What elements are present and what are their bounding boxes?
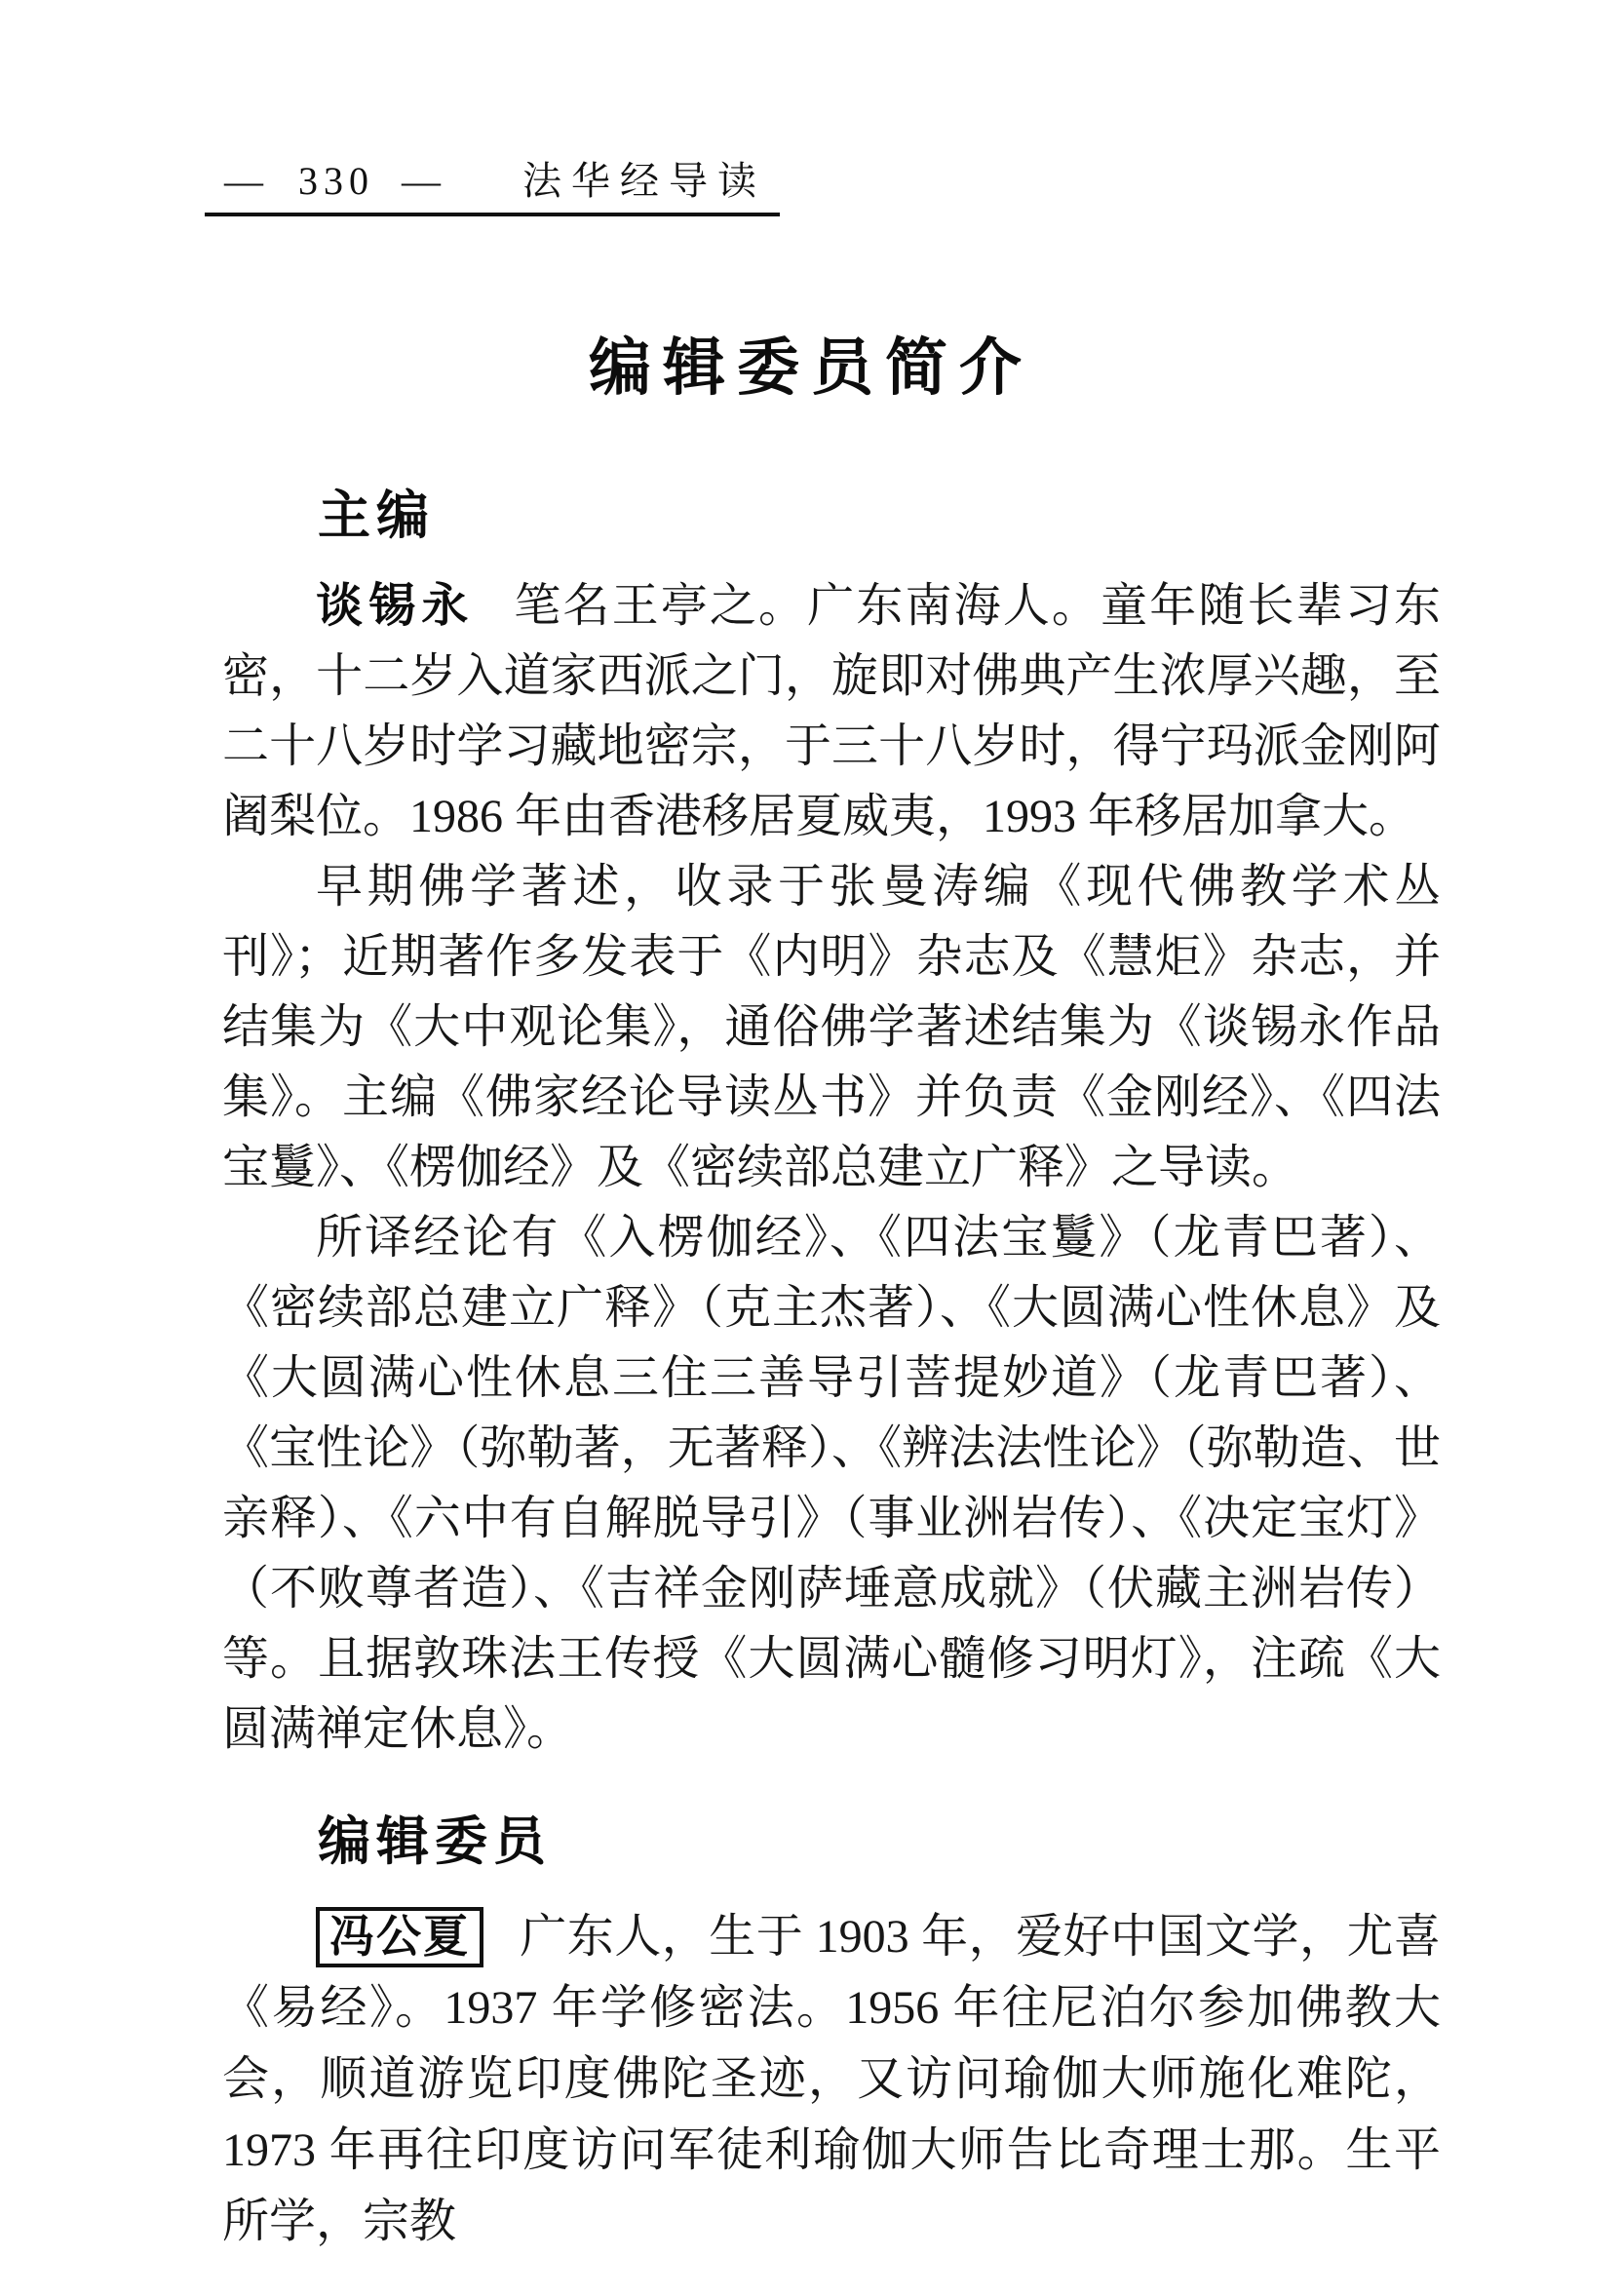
section-heading-chief-editor: 主编 — [318, 486, 435, 545]
chief-editor-bio-life-text: 笔名王亭之。广东南海人。童年随长辈习东密，十二岁入道家西派之门，旋即对佛典产生浓厚兴趣，至二十八岁时学习藏地密宗，于三十八岁时，得宁玛派金刚阿阇梨位。1986 年由香港移居夏威夷，1993 年移居加拿大。 — [222, 580, 1441, 842]
header-dash-right: — — [402, 159, 441, 203]
page-number: 330 — [298, 159, 374, 203]
running-header-rule — [205, 160, 780, 216]
chief-editor-bio-paragraph-3 — [222, 1203, 1441, 1765]
chief-editor-name: 谈锡永 — [316, 580, 475, 632]
page-content — [222, 487, 1441, 2257]
chief-editor-bio-paragraph-2 — [222, 852, 1441, 1203]
running-header — [205, 0, 1622, 216]
page-title: 编辑委员简介 — [589, 332, 1033, 403]
section-heading-committee: 编辑委员 — [318, 1812, 552, 1871]
chief-editor-bio-paragraph-1 — [222, 571, 1441, 852]
committee-member-bio-text: 广东人，生于 1903 年，爱好中国文学，尤喜《易经》。1937 年学修密法。1956 年往尼泊尔参加佛教大会，顺道游览印度佛陀圣迹，又访问瑜伽大师施化难陀，1973 年再往印度访问军徒利瑜伽大师告比奇理士那。生平所学，宗教 — [222, 1911, 1441, 2247]
header-dash-left: — — [224, 159, 263, 203]
committee-member-paragraph — [222, 1901, 1441, 2257]
committee-member-name-box: 冯公夏 — [316, 1907, 483, 1967]
chief-editor-bio-translations-text: 所译经论有《入楞伽经》、《四法宝鬘》（龙青巴著）、《密续部总建立广释》（克主杰著）、《大圆满心性休息》及《大圆满心性休息三住三善导引菩提妙道》（龙青巴著）、《宝性论》（弥勒著，无著释）、《辨法法性论》（弥勒造、世亲释）、《六中有自解脱导引》（事业洲岩传）、《决定宝灯》（不败尊者造）、《吉祥金刚萨埵意成就》（伏藏主洲岩传）等。且据敦珠法王传授《大圆满心髓修习明灯》，注疏《大圆满禅定休息》。 — [222, 1212, 1441, 1755]
chief-editor-bio-works-text: 早期佛学著述，收录于张曼涛编《现代佛教学术丛刊》；近期著作多发表于《内明》杂志及《慧炬》杂志，并结集为《大中观论集》，通俗佛学著述结集为《谈锡永作品集》。主编《佛家经论导读丛书》并负责《金刚经》、《四法宝鬘》、《楞伽经》及《密续部总建立广释》之导读。 — [222, 861, 1441, 1193]
book-title: 法华经导读 — [522, 159, 766, 203]
